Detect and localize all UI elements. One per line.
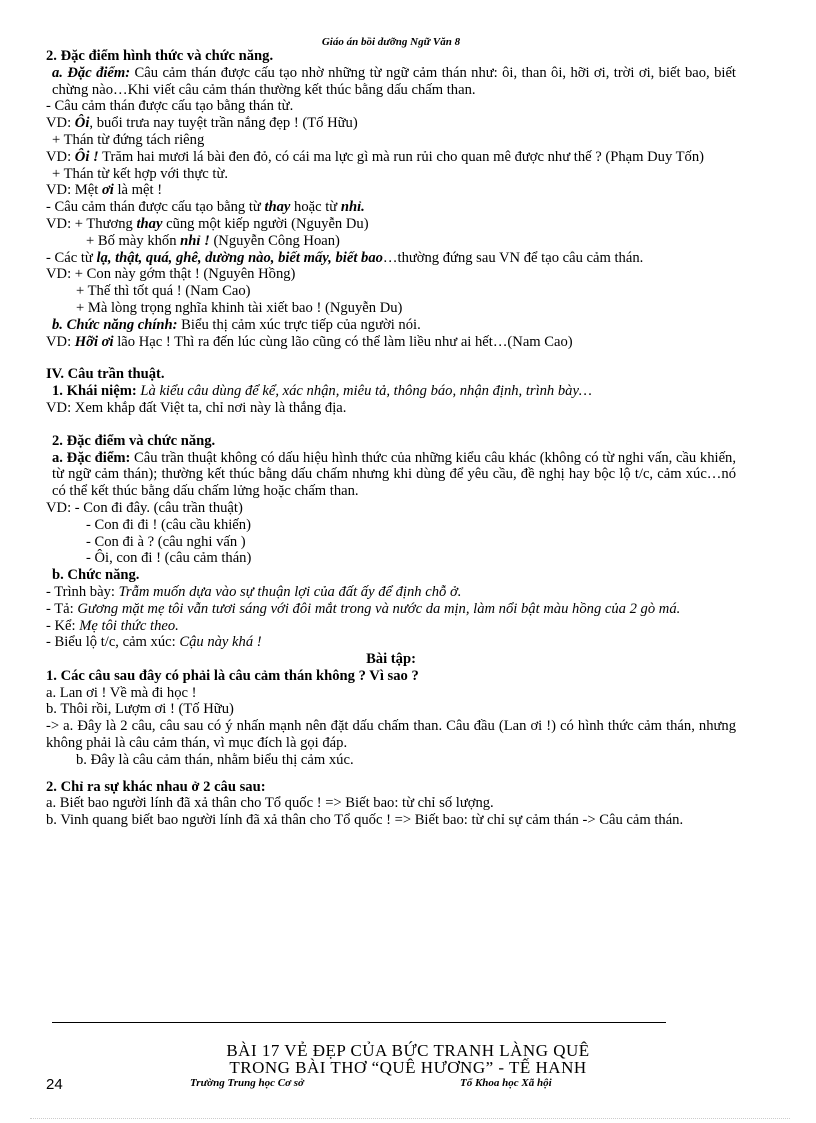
example-line: VD: Mệt ơi là mệt ! (46, 182, 163, 199)
exercise-item: a. Biết bao người lính đã xả thân cho Tổ quốc ! => Biết bao: từ chỉ số lượng. (46, 795, 494, 812)
exercise-item: a. Lan ơi ! Về mà đi học ! (46, 684, 197, 701)
section-title: b. Chức năng. (52, 567, 140, 584)
example-line: VD: Ôi, buổi trưa nay tuyệt trần nắng đẹp ! (Tố Hữu) (46, 115, 358, 132)
paragraph: - Các từ lạ, thật, quá, ghê, dường nào, biết mấy, biết bao…thường đứng sau VN để tạo câu cảm thán. (46, 249, 644, 266)
running-header: Giáo án bồi dưỡng Ngữ Văn 8 (321, 36, 461, 48)
example-line: + Mà lòng trọng nghĩa khinh tài xiết bao ! (Nguyễn Du) (76, 299, 403, 316)
example-line: VD: Xem khắp đất Việt ta, chỉ nơi này là thắng địa. (46, 399, 347, 416)
paragraph: a. Đặc điểm: Câu trần thuật không có dấu hiệu hình thức của những kiểu câu khác (không có từ nghi vấn, cầu khiến, từ ngữ cảm thán); thường kết thúc bằng dấu chấm nhưng khi dùng để yêu cầu, đề nghị hay bộc lộ t/c, cảm xúc…nó có thể kết thúc bằng dấu chấm lửng hoặc chấm than. (52, 449, 736, 500)
example-line: VD: + Thương thay cũng một kiếp người (Nguyễn Du) (46, 215, 369, 232)
paragraph: + Thán từ đứng tách riêng (52, 131, 205, 148)
example-line: VD: + Con này gớm thật ! (Nguyên Hồng) (46, 266, 296, 283)
function-line: - Biểu lộ t/c, cảm xúc: Cậu này khá ! (46, 634, 262, 651)
section-title: 2. Đặc điểm và chức năng. (52, 432, 216, 449)
page-edge (30, 1118, 790, 1119)
exercise-answer: -> a. Đây là 2 câu, câu sau có ý nhấn mạnh nên đặt dấu chấm than. Câu đầu (Lan ơi !) có hình thức cảm thán, nhưng không phải là câu cảm thán, vì mục đích là gọi đáp. (46, 718, 736, 752)
example-line: - Con đi à ? (câu nghi vấn ) (86, 533, 246, 550)
example-line: + Thế thì tốt quá ! (Nam Cao) (76, 283, 251, 300)
example-line: - Con đi đi ! (câu cầu khiến) (86, 516, 251, 533)
lesson-title-line: BÀI 17 VẺ ĐẸP CỦA BỨC TRANH LÀNG QUÊ (226, 1041, 590, 1060)
lesson-title (0, 1042, 816, 1076)
paragraph: b. Chức năng chính: Biểu thị cảm xúc trực tiếp của người nói. (52, 316, 421, 333)
page-number: 24 (46, 1076, 63, 1093)
function-line: - Trình bày: Trẫm muốn dựa vào sự thuận lợi của đất ấy để định chỗ ở. (46, 583, 462, 600)
paragraph: a. Đặc điểm: Câu cảm thán được cấu tạo nhờ những từ ngữ cảm thán như: ôi, than ôi, hỡi ơi, trời ơi, biết bao, biết chừng nào…Khi viết câu cảm thán thường kết thúc bằng dấu chấm than. (52, 64, 736, 98)
exercise-heading: Bài tập: (366, 651, 416, 668)
example-line: VD: - Con đi đây. (câu trần thuật) (46, 499, 243, 516)
example-line: VD: Ôi ! Trăm hai mươi lá bài đen đỏ, có cái ma lực gì mà run rủi cho quan mê được như thế ? (Phạm Duy Tốn) (46, 148, 705, 165)
function-line: - Tả: Gương mặt mẹ tôi vẫn tươi sáng với đôi mắt trong và nước da mịn, làm nổi bật màu hồng của 2 gò má. (46, 600, 681, 617)
example-line: - Ôi, con đi ! (câu cảm thán) (86, 550, 252, 567)
paragraph: + Thán từ kết hợp với thực từ. (52, 165, 229, 182)
exercise-item: b. Thôi rồi, Lượm ơi ! (Tố Hữu) (46, 701, 234, 718)
paragraph: 1. Khái niệm: Là kiểu câu dùng để kể, xác nhận, miêu tả, thông báo, nhận định, trình bày… (52, 383, 592, 400)
exercise-question: 2. Chỉ ra sự khác nhau ở 2 câu sau: (46, 778, 266, 795)
document-page (46, 36, 736, 829)
lesson-title-line: TRONG BÀI THƠ “QUÊ HƯƠNG” - TẾ HANH (229, 1058, 587, 1077)
example-line: + Bố mày khốn nhỉ ! (Nguyễn Công Hoan) (86, 232, 340, 249)
footer-left: Trường Trung học Cơ sở (190, 1077, 304, 1089)
exercise-answer: b. Đây là câu cảm thán, nhằm biểu thị cảm xúc. (76, 751, 354, 768)
paragraph: - Câu cảm thán được cấu tạo bằng từ thay hoặc từ nhỉ. (46, 199, 365, 216)
footer-right: Tổ Khoa học Xã hội (460, 1077, 552, 1089)
section-title: 2. Đặc điểm hình thức và chức năng. (46, 48, 274, 64)
exercise-item: b. Vinh quang biết bao người lính đã xả thân cho Tổ quốc ! => Biết bao: từ chỉ sự cảm thán -> Câu cảm thán. (46, 812, 684, 829)
section-title: IV. Câu trần thuật. (46, 366, 165, 383)
paragraph: - Câu cảm thán được cấu tạo bằng thán từ. (46, 98, 294, 115)
separator-rule (52, 1022, 666, 1023)
exercise-question: 1. Các câu sau đây có phải là câu cảm thán không ? Vì sao ? (46, 667, 419, 684)
example-line: VD: Hỡi ơi lão Hạc ! Thì ra đến lúc cùng lão cũng có thể làm liều như ai hết…(Nam Cao) (46, 333, 573, 350)
function-line: - Kể: Mẹ tôi thức theo. (46, 617, 179, 634)
